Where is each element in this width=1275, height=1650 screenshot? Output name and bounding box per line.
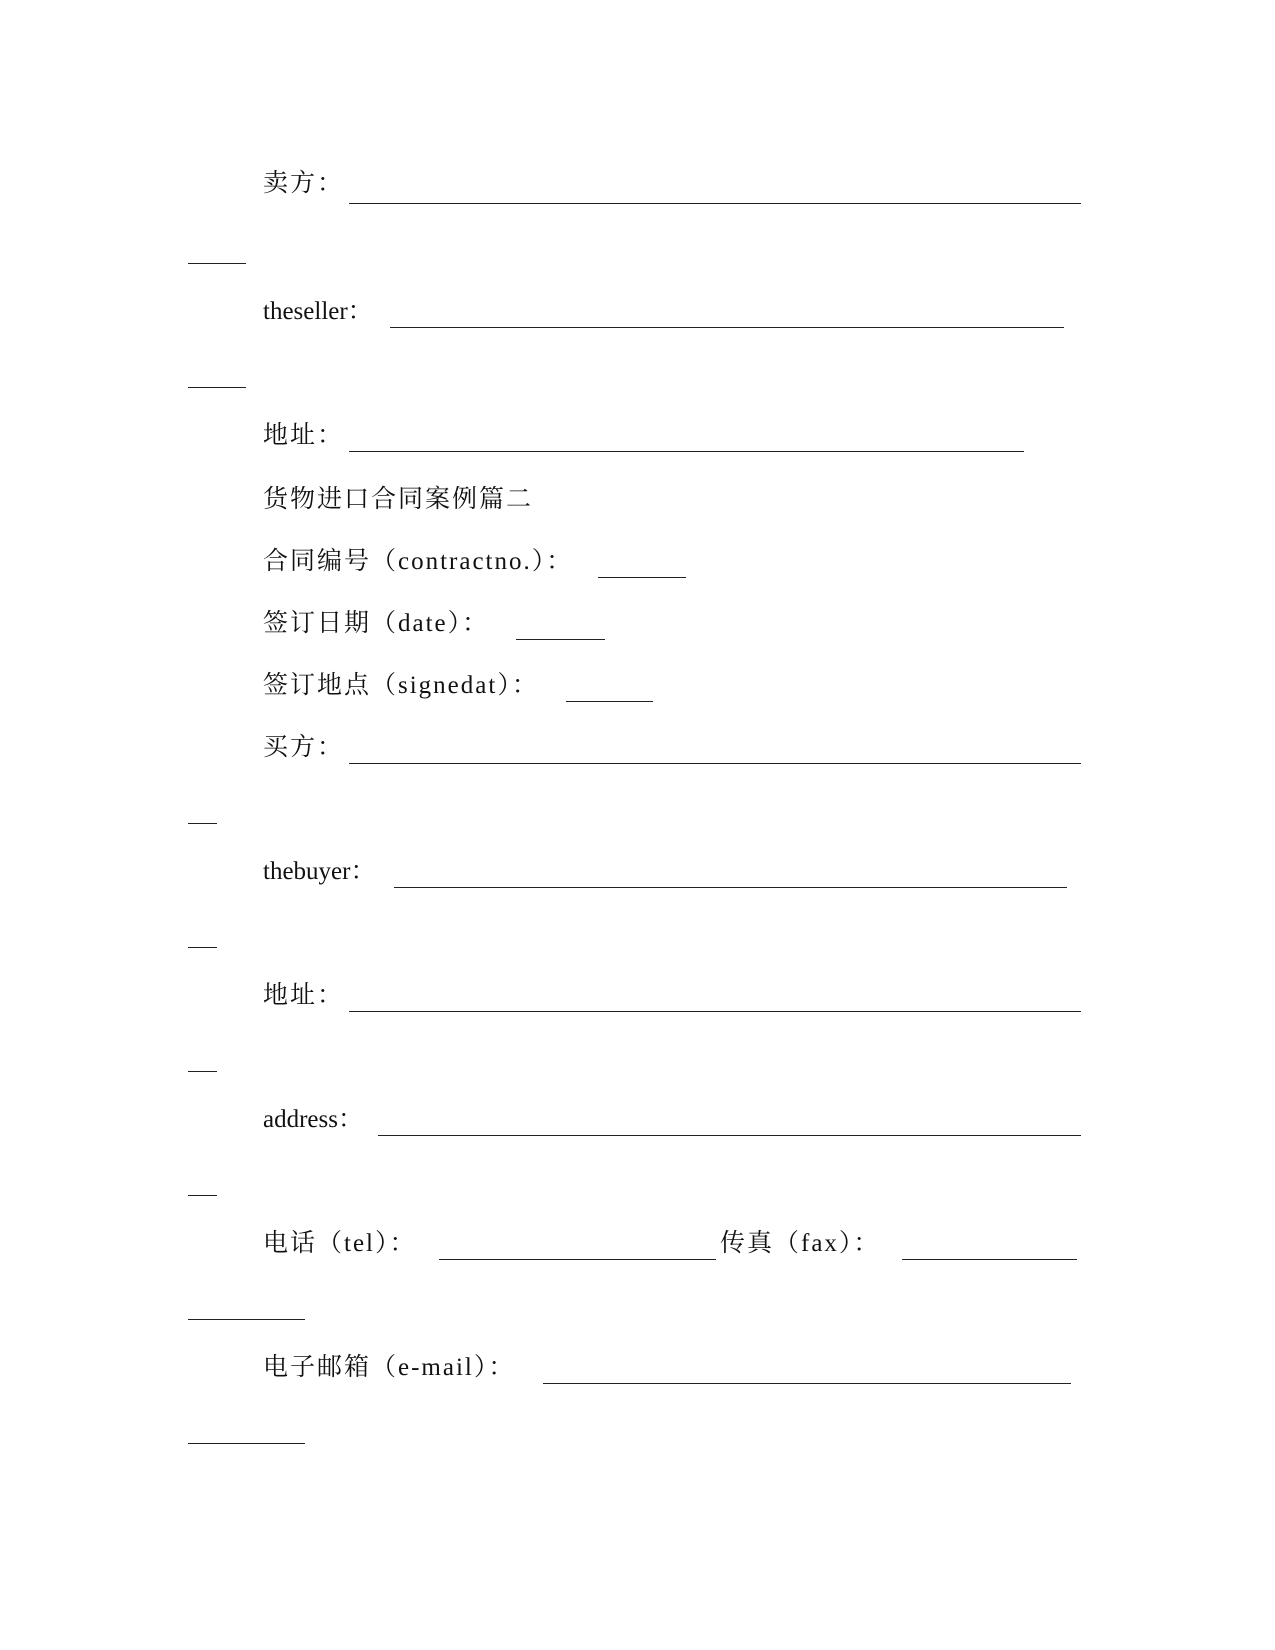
email-blank-continuation bbox=[188, 1443, 305, 1444]
buyer-address-blank-continuation bbox=[188, 1071, 217, 1072]
address-en-blank-continuation bbox=[188, 1195, 217, 1196]
contract-no-blank bbox=[598, 577, 686, 578]
tel-blank bbox=[439, 1259, 716, 1260]
seller-address-blank bbox=[349, 451, 1024, 452]
buyer-en-blank bbox=[394, 887, 1067, 888]
contract-no-label: 合同编号（contractno.）： bbox=[263, 548, 574, 575]
buyer-en-blank-continuation bbox=[188, 947, 217, 948]
date-label: 签订日期（date）： bbox=[263, 610, 490, 637]
email-blank bbox=[543, 1383, 1071, 1384]
seller-blank-continuation bbox=[188, 263, 246, 264]
signed-at-blank bbox=[566, 701, 653, 702]
buyer-label: 买方： bbox=[263, 734, 345, 761]
section-heading: 货物进口合同案例篇二 bbox=[263, 486, 534, 513]
buyer-en-label: thebuyer： bbox=[263, 858, 376, 885]
buyer-address-blank bbox=[349, 1011, 1081, 1012]
seller-en-blank bbox=[390, 327, 1064, 328]
seller-label: 卖方： bbox=[263, 170, 345, 197]
fax-label: 传真（fax）： bbox=[720, 1230, 881, 1257]
buyer-blank bbox=[349, 763, 1081, 764]
fax-blank bbox=[902, 1259, 1077, 1260]
buyer-address-label: 地址： bbox=[263, 982, 345, 1009]
signed-at-label: 签订地点（signedat）： bbox=[263, 672, 539, 699]
date-blank bbox=[516, 639, 605, 640]
seller-address-label: 地址： bbox=[263, 422, 345, 449]
buyer-blank-continuation bbox=[188, 823, 217, 824]
seller-en-label: theseller： bbox=[263, 298, 373, 325]
email-label: 电子邮箱（e-mail）： bbox=[263, 1354, 516, 1381]
tel-label: 电话（tel）： bbox=[263, 1230, 417, 1257]
address-en-blank bbox=[378, 1135, 1081, 1136]
fax-blank-continuation bbox=[188, 1319, 305, 1320]
seller-blank bbox=[349, 203, 1081, 204]
seller-en-blank-continuation bbox=[188, 387, 246, 388]
address-en-label: address： bbox=[263, 1106, 363, 1133]
